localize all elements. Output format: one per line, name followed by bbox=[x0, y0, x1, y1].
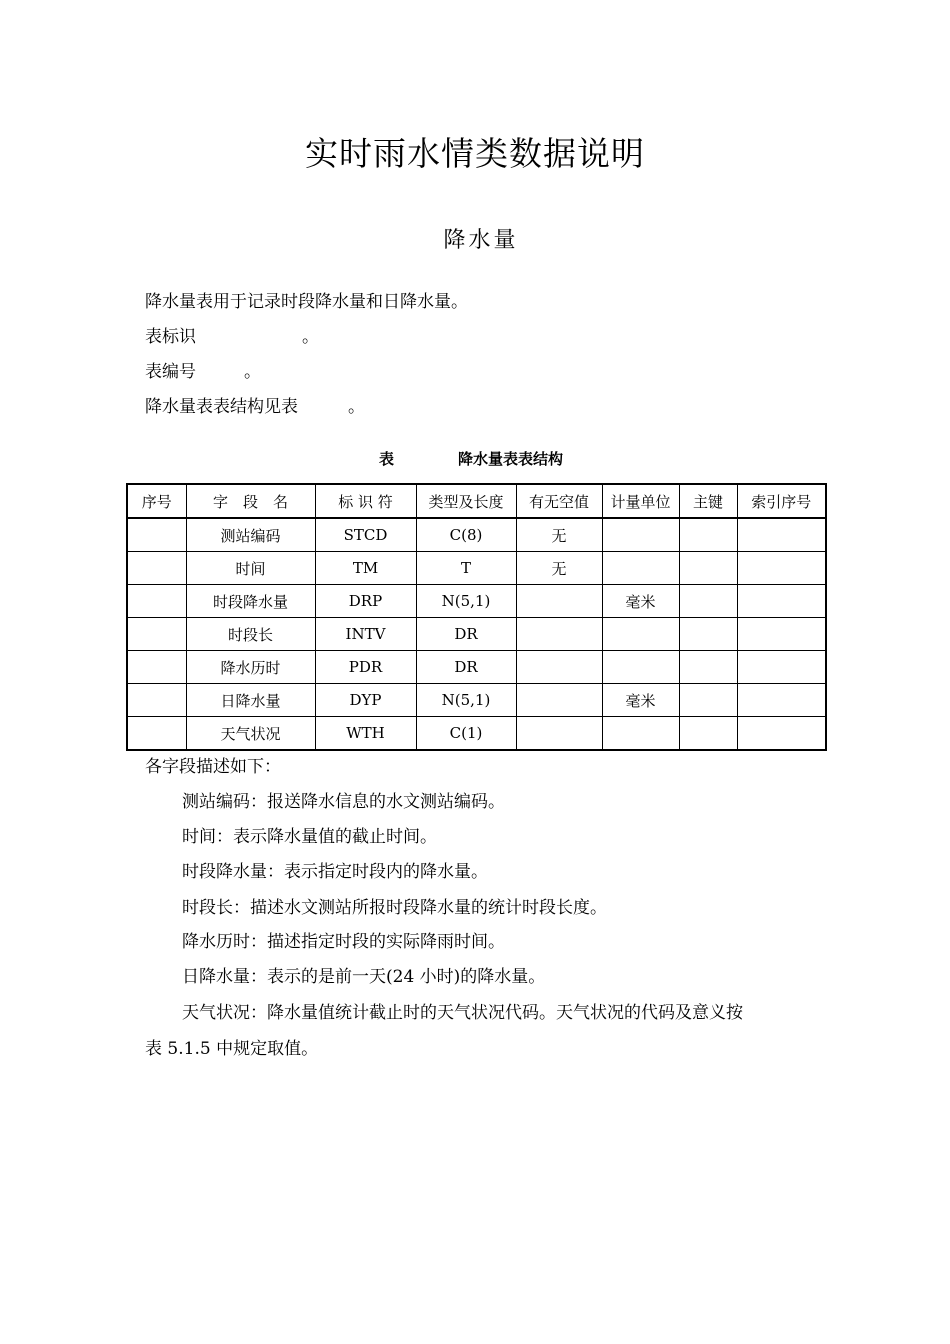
table-row bbox=[127, 518, 826, 552]
intro-line-3 bbox=[145, 362, 261, 382]
table-cell bbox=[679, 684, 737, 717]
field-desc-line: 时段降水量：表示指定时段内的降水量。 bbox=[182, 862, 488, 882]
table-cell bbox=[127, 717, 186, 751]
table-cell: T bbox=[416, 552, 516, 585]
table-cell: C(8) bbox=[416, 518, 516, 552]
section-title: 降水量 bbox=[443, 228, 519, 253]
header-cell: 标 识 符 bbox=[315, 484, 416, 518]
table-cell bbox=[679, 618, 737, 651]
table-cell bbox=[679, 585, 737, 618]
table-cell: DR bbox=[416, 618, 516, 651]
table-cell bbox=[516, 684, 602, 717]
table-cell bbox=[679, 717, 737, 751]
table-row bbox=[127, 651, 826, 684]
field-desc-line: 表 5.1.5 中规定取值。 bbox=[145, 1039, 319, 1059]
table-row bbox=[127, 684, 826, 717]
table-cell bbox=[602, 518, 679, 552]
table-cell: 无 bbox=[516, 552, 602, 585]
table-cell bbox=[127, 585, 186, 618]
table-cell bbox=[516, 585, 602, 618]
table-header-row bbox=[127, 484, 826, 518]
table-cell: 时间 bbox=[186, 552, 315, 585]
header-cell: 主键 bbox=[679, 484, 737, 518]
table-cell bbox=[602, 618, 679, 651]
table-cell bbox=[737, 618, 826, 651]
table-cell bbox=[737, 651, 826, 684]
table-cell bbox=[737, 684, 826, 717]
document-title: 实时雨水情类数据说明 bbox=[305, 134, 645, 173]
precipitation-structure-table bbox=[126, 483, 827, 751]
table-row bbox=[127, 717, 826, 751]
header-cell: 计量单位 bbox=[602, 484, 679, 518]
table-cell bbox=[737, 552, 826, 585]
table-cell: DYP bbox=[315, 684, 416, 717]
field-desc-line: 时间：表示降水量值的截止时间。 bbox=[182, 827, 437, 847]
header-cell: 有无空值 bbox=[516, 484, 602, 518]
table-id-label: 表标识 bbox=[145, 327, 196, 347]
caption-name: 降水量表表结构 bbox=[458, 450, 564, 468]
table-cell: 时段长 bbox=[186, 618, 315, 651]
table-cell: INTV bbox=[315, 618, 416, 651]
table-cell bbox=[516, 618, 602, 651]
table-cell: STCD bbox=[315, 518, 416, 552]
table-cell bbox=[127, 651, 186, 684]
table-number-period: 。 bbox=[244, 362, 261, 382]
header-cell: 索引序号 bbox=[737, 484, 826, 518]
table-cell: C(1) bbox=[416, 717, 516, 751]
table-cell: 毫米 bbox=[602, 684, 679, 717]
header-cell: 字 段 名 bbox=[186, 484, 315, 518]
field-desc-line: 降水历时：描述指定时段的实际降雨时间。 bbox=[182, 932, 505, 952]
table-cell: PDR bbox=[315, 651, 416, 684]
table-cell: 时段降水量 bbox=[186, 585, 315, 618]
table-cell: TM bbox=[315, 552, 416, 585]
header-cell: 类型及长度 bbox=[416, 484, 516, 518]
caption-prefix: 表 bbox=[379, 450, 395, 468]
table-cell bbox=[737, 585, 826, 618]
field-desc-line: 时段长：描述水文测站所报时段降水量的统计时段长度。 bbox=[182, 898, 607, 918]
table-cell bbox=[679, 651, 737, 684]
table-row bbox=[127, 552, 826, 585]
table-cell: 日降水量 bbox=[186, 684, 315, 717]
table-ref-label: 降水量表表结构见表 bbox=[145, 397, 298, 417]
field-desc-line: 日降水量：表示的是前一天(24 小时)的降水量。 bbox=[182, 967, 546, 987]
intro-line-4 bbox=[145, 397, 365, 417]
intro-line-1: 降水量表用于记录时段降水量和日降水量。 bbox=[145, 292, 468, 312]
table-cell: DRP bbox=[315, 585, 416, 618]
field-desc-intro: 各字段描述如下： bbox=[145, 757, 281, 777]
table-cell: DR bbox=[416, 651, 516, 684]
table-cell: 降水历时 bbox=[186, 651, 315, 684]
table-cell: WTH bbox=[315, 717, 416, 751]
table-cell: 无 bbox=[516, 518, 602, 552]
table-cell: 天气状况 bbox=[186, 717, 315, 751]
table-cell: 毫米 bbox=[602, 585, 679, 618]
table-cell bbox=[127, 518, 186, 552]
table-ref-period: 。 bbox=[348, 397, 365, 417]
table-id-period: 。 bbox=[302, 327, 319, 347]
header-cell: 序号 bbox=[127, 484, 186, 518]
table-cell bbox=[127, 618, 186, 651]
table-cell bbox=[602, 717, 679, 751]
table-cell bbox=[679, 552, 737, 585]
table-cell bbox=[516, 651, 602, 684]
table-cell: N(5,1) bbox=[416, 585, 516, 618]
table-cell bbox=[737, 518, 826, 552]
table-cell bbox=[679, 518, 737, 552]
table-cell bbox=[737, 717, 826, 751]
field-desc-line: 测站编码：报送降水信息的水文测站编码。 bbox=[182, 792, 505, 812]
field-desc-line: 天气状况：降水量值统计截止时的天气状况代码。天气状况的代码及意义按 bbox=[182, 1003, 743, 1023]
table-cell: N(5,1) bbox=[416, 684, 516, 717]
table-cell: 测站编码 bbox=[186, 518, 315, 552]
table-cell bbox=[127, 684, 186, 717]
table-cell bbox=[516, 717, 602, 751]
table-cell bbox=[127, 552, 186, 585]
intro-line-2 bbox=[145, 327, 319, 347]
table-number-label: 表编号 bbox=[145, 362, 196, 382]
table-cell bbox=[602, 552, 679, 585]
table-cell bbox=[602, 651, 679, 684]
table-row bbox=[127, 618, 826, 651]
table-row bbox=[127, 585, 826, 618]
